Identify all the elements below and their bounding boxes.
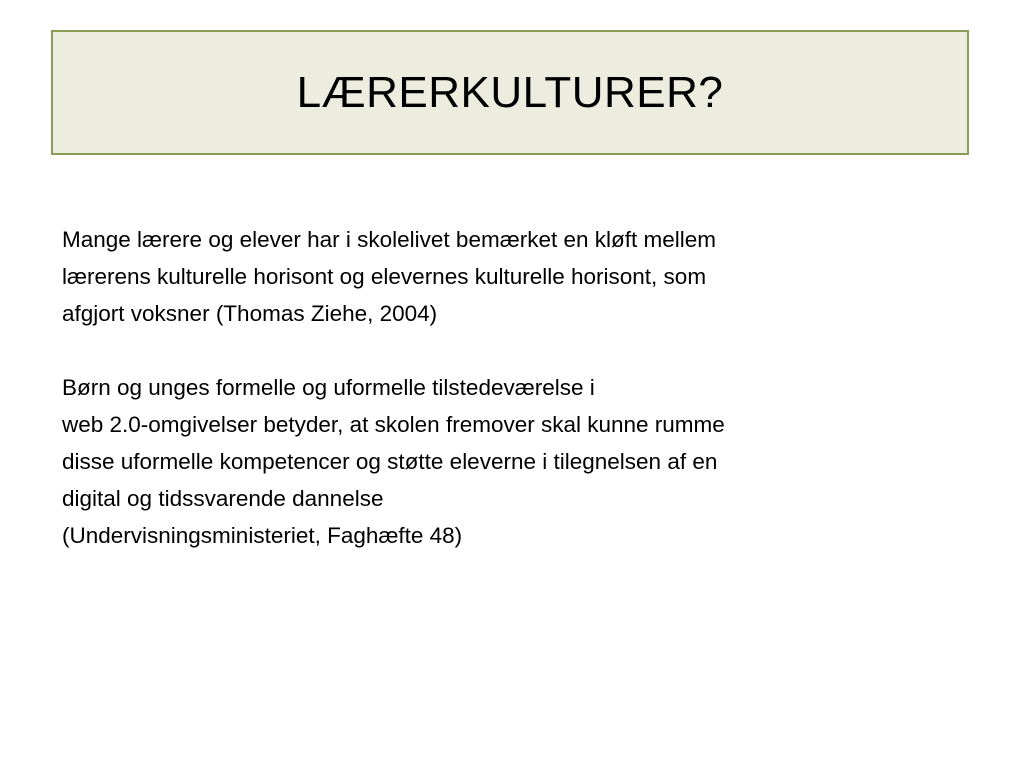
text-line: Børn og unges formelle og uformelle tilstedeværelse i <box>62 375 595 400</box>
text-line: disse uformelle kompetencer og støtte eleverne i tilegnelsen af en <box>62 449 718 474</box>
text-line: lærerens kulturelle horisont og elevernes kulturelle horisont, som <box>62 264 707 289</box>
text-line: Mange lærere og elever har i skolelivet bemærket en kløft mellem <box>62 227 717 252</box>
title-box <box>51 30 969 155</box>
paragraph-ziehe <box>62 221 962 332</box>
text-line: (Undervisningsministeriet, Faghæfte 48) <box>62 523 463 548</box>
slide-body <box>62 221 962 554</box>
slide-title: LÆRERKULTURER? <box>296 67 724 117</box>
text-line: afgjort voksner (Thomas Ziehe, 2004) <box>62 301 438 326</box>
text-line: digital og tidssvarende dannelse <box>62 486 384 511</box>
paragraph-ministry <box>62 369 962 554</box>
text-line: web 2.0-omgivelser betyder, at skolen fremover skal kunne rumme <box>62 412 725 437</box>
paragraph-spacer <box>62 332 962 369</box>
